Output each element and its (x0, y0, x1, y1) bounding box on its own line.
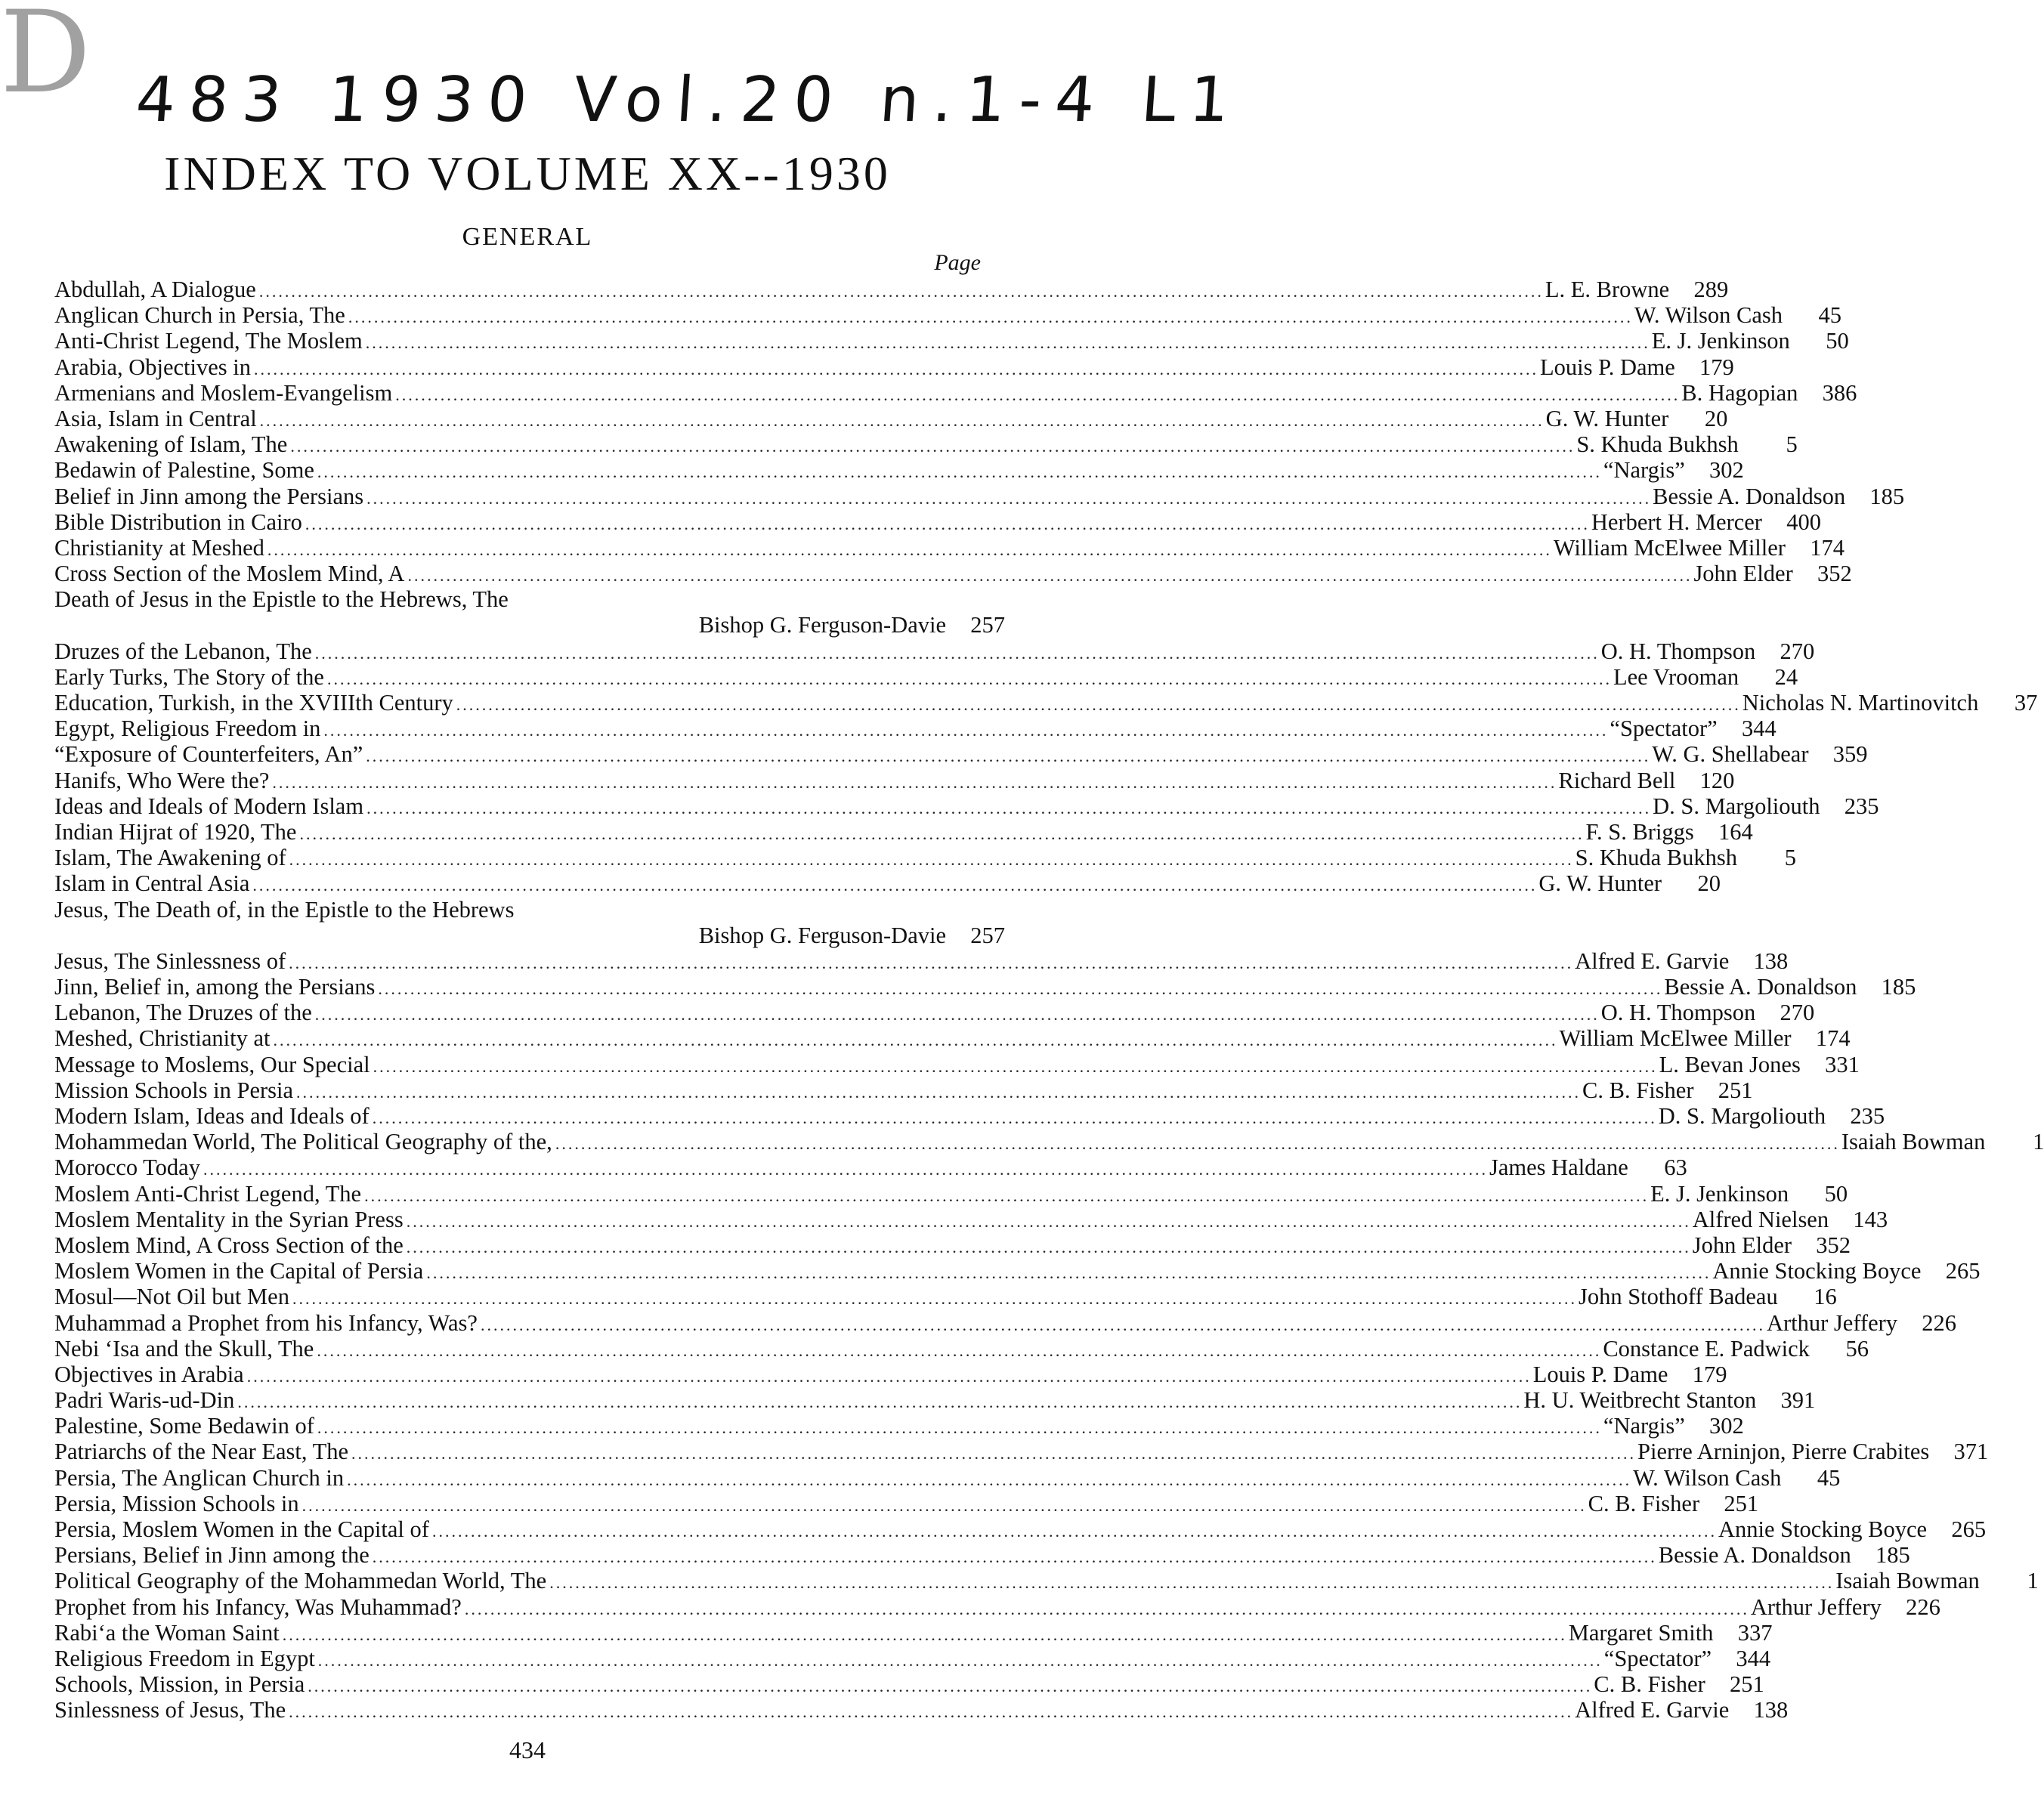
index-entry (54, 302, 1842, 329)
index-entry (54, 405, 1728, 431)
index-entry (54, 328, 1849, 354)
entry-author: Herbert H. Mercer (1591, 508, 1762, 535)
index-entry (54, 1464, 1841, 1491)
dot-leader (289, 1699, 1573, 1725)
entry-title: Moslem Mind, A Cross Section of the (54, 1232, 404, 1258)
index-entry (54, 1645, 1771, 1671)
page-title: INDEX TO VOLUME XX--1930 (164, 147, 891, 200)
entry-author: Bessie A. Donaldson (1658, 1542, 1851, 1569)
index-entry (54, 716, 1777, 742)
dot-leader (366, 330, 1650, 356)
dot-leader (273, 1028, 1557, 1053)
entry-author: Bishop G. Ferguson-Davie (698, 612, 946, 638)
dot-leader (315, 641, 1600, 666)
entry-title: Arabia, Objectives in (54, 354, 252, 380)
index-entry (54, 1439, 1989, 1465)
index-entry (54, 1309, 1957, 1336)
entry-title: Meshed, Christianity at (54, 1025, 271, 1052)
entry-title: Jesus, The Sinlessness of (54, 947, 286, 974)
entry-title: Muhammad a Prophet from his Infancy, Was? (54, 1309, 478, 1336)
entry-title: Druzes of the Lebanon, The (54, 638, 312, 664)
entry-title: Morocco Today (54, 1155, 200, 1181)
entry-page-number: 16 (1814, 1284, 1837, 1310)
entry-author: “Spectator” (1610, 716, 1718, 742)
entry-title: Persians, Belief in Jinn among the (54, 1542, 370, 1569)
entry-page-number: 56 (1845, 1335, 1869, 1362)
index-entry (54, 1000, 1815, 1026)
dot-leader (318, 1648, 1603, 1674)
entry-page-number: 257 (970, 612, 1005, 638)
entry-page-number: 235 (1844, 793, 1879, 819)
index-entry-continuation (54, 923, 1005, 948)
entry-page-number: 386 (1822, 379, 1857, 406)
entry-title: Political Geography of the Mohammedan World, The (54, 1568, 547, 1594)
entry-page-number: 174 (1810, 534, 1845, 561)
entry-author: L. E. Browne (1545, 277, 1670, 302)
dot-leader (260, 408, 1545, 434)
index-entry (54, 1413, 1744, 1439)
entry-page-number: 5 (1786, 431, 1798, 458)
dot-leader (283, 1622, 1567, 1648)
entry-author: “Nargis” (1603, 457, 1685, 484)
entry-author: Arthur Jeffery (1766, 1309, 1898, 1336)
entry-author: Lee Vrooman (1613, 663, 1739, 690)
entry-page-number: 257 (970, 922, 1005, 948)
index-entry (54, 947, 1789, 974)
entry-page-number: 359 (1832, 741, 1868, 768)
entry-title: Persia, The Anglican Church in (54, 1464, 345, 1491)
dot-leader (254, 357, 1538, 382)
entry-page-number: 174 (1815, 1025, 1851, 1052)
dot-leader (259, 279, 1544, 304)
entry-title: Islam in Central Asia (54, 870, 250, 897)
index-entry (54, 1568, 2039, 1594)
dot-leader (555, 1131, 1840, 1157)
dot-leader (317, 1338, 1601, 1364)
entry-author: John Elder (1693, 561, 1793, 587)
entry-page-number: 120 (1699, 767, 1735, 793)
index-entry (54, 1077, 1753, 1103)
index-entry (54, 1155, 1687, 1181)
entry-page-number: 270 (1780, 638, 1815, 664)
entry-page-number: 138 (1753, 1697, 1789, 1723)
index-entry (54, 354, 1734, 380)
index-entry (54, 690, 2038, 716)
entry-author: E. J. Jenkinson (1650, 1180, 1789, 1207)
index-entry (54, 1284, 1837, 1310)
entry-author: Annie Stocking Boyce (1718, 1516, 1928, 1542)
index-entry (54, 1593, 1940, 1620)
entry-page-number: 185 (1881, 974, 1916, 1000)
index-entry (54, 508, 1821, 535)
entry-author: Isaiah Bowman (1835, 1568, 1980, 1594)
index-entry (54, 1051, 1860, 1077)
entry-page-number: 344 (1736, 1645, 1771, 1671)
index-entry (54, 897, 1005, 923)
entry-page-number: 344 (1741, 716, 1777, 742)
entry-author: B. Hagopian (1681, 379, 1798, 406)
entry-author: S. Khuda Bukhsh (1576, 431, 1739, 458)
entry-author: John Elder (1692, 1232, 1792, 1258)
dot-leader (299, 821, 1584, 847)
entry-page-number: 302 (1709, 457, 1744, 484)
entry-page-number: 226 (1906, 1593, 1940, 1620)
library-stamp: D (0, 0, 91, 119)
index-entry (54, 534, 1845, 561)
entry-author: G. W. Hunter (1545, 405, 1669, 431)
dot-leader (395, 382, 1680, 408)
entry-author: S. Khuda Bukhsh (1575, 845, 1738, 871)
entry-page-number: 265 (1945, 1258, 1981, 1284)
entry-page-number: 185 (1875, 1542, 1910, 1569)
entry-author: Annie Stocking Boyce (1712, 1258, 1922, 1284)
dot-leader (302, 1493, 1587, 1519)
entry-page-number: 138 (1753, 947, 1789, 974)
entry-page-number: 352 (1817, 561, 1852, 587)
entry-page-number: 371 (1953, 1439, 1989, 1465)
entry-title: Nebi ‘Isa and the Skull, The (54, 1335, 314, 1362)
entry-author: Alfred E. Garvie (1575, 947, 1730, 974)
index-entry (54, 483, 1905, 509)
entry-page-number: 391 (1780, 1387, 1816, 1414)
page-number: 434 (509, 1736, 546, 1763)
index-entry (54, 431, 1798, 458)
dot-leader (272, 770, 1557, 796)
entry-page-number: 179 (1699, 354, 1734, 380)
index-entry (54, 561, 1852, 587)
entry-author: Alfred Nielsen (1692, 1206, 1829, 1232)
entry-title: Moslem Mentality in the Syrian Press (54, 1206, 404, 1232)
entry-author: O. H. Thompson (1600, 1000, 1756, 1026)
entry-author: C. B. Fisher (1582, 1077, 1694, 1103)
dot-leader (426, 1260, 1711, 1286)
index-entry-continuation (54, 612, 1005, 638)
entry-title: Egypt, Religious Freedom in (54, 716, 321, 742)
dot-leader (366, 486, 1651, 512)
dot-leader (373, 1544, 1657, 1570)
dot-leader (317, 1415, 1602, 1441)
entry-page-number: 302 (1709, 1413, 1744, 1439)
dot-leader (247, 1364, 1532, 1389)
page-column-label: Page (934, 250, 981, 275)
index-entry (54, 379, 1857, 406)
entry-page-number: 185 (1869, 483, 1905, 509)
dot-leader (237, 1389, 1522, 1415)
entry-title: Armenians and Moslem-Evangelism (54, 379, 393, 406)
dot-leader (347, 1467, 1631, 1493)
dot-leader (203, 1157, 1488, 1182)
entry-page-number: 20 (1697, 870, 1721, 897)
entry-author: H. U. Weitbrecht Stanton (1523, 1387, 1757, 1414)
entry-author: “Spectator” (1603, 1645, 1712, 1671)
entry-page-number: 50 (1826, 328, 1849, 354)
dot-leader (366, 743, 1650, 769)
entry-author: W. Wilson Cash (1634, 302, 1783, 329)
entry-author: O. H. Thompson (1600, 638, 1756, 664)
entry-page-number: 143 (1853, 1206, 1888, 1232)
entry-title: Belief in Jinn among the Persians (54, 483, 364, 509)
entry-page-number: 179 (1692, 1361, 1727, 1387)
entry-page-number: 352 (1816, 1232, 1851, 1258)
index-entry (54, 1671, 1764, 1698)
dot-leader (327, 666, 1612, 692)
handwritten-call-number: 483 1930 Vol.20 n.1-4 L1 (133, 64, 1245, 136)
index-entry (54, 818, 1753, 845)
dot-leader (481, 1312, 1765, 1338)
entry-page-number: 164 (1718, 818, 1753, 845)
entry-author: Louis P. Dame (1540, 354, 1675, 380)
index-entry (54, 586, 1005, 612)
entry-title: Religious Freedom in Egypt (54, 1645, 315, 1671)
entry-title: Lebanon, The Druzes of the (54, 1000, 312, 1026)
entry-page-number: 337 (1737, 1619, 1773, 1646)
entry-title: Moslem Women in the Capital of Persia (54, 1258, 424, 1284)
dot-leader (351, 1441, 1636, 1467)
entry-author: Bishop G. Ferguson-Davie (698, 922, 946, 948)
entry-title: Moslem Anti-Christ Legend, The (54, 1180, 362, 1207)
index-entry (54, 1490, 1759, 1516)
entry-author: Isaiah Bowman (1841, 1129, 1986, 1155)
dot-leader (373, 1054, 1658, 1080)
section-heading: GENERAL (462, 223, 593, 251)
entry-author: Pierre Arninjon, Pierre Crabites (1637, 1439, 1930, 1465)
entry-page-number: 63 (1664, 1155, 1687, 1181)
index-entry (54, 663, 1798, 690)
entry-page-number: 45 (1818, 302, 1842, 329)
index-entry (54, 1335, 1869, 1362)
index-entry (54, 1542, 1910, 1569)
entry-title: Mission Schools in Persia (54, 1077, 294, 1103)
index-entry (54, 1129, 2044, 1155)
entry-author: C. B. Fisher (1594, 1671, 1705, 1698)
entry-author: James Haldane (1489, 1155, 1628, 1181)
entry-page-number: 270 (1780, 1000, 1815, 1026)
entry-author: D. S. Margoliouth (1653, 793, 1820, 819)
dot-leader (290, 434, 1575, 459)
entry-page-number: 331 (1825, 1051, 1860, 1077)
entry-title: Schools, Mission, in Persia (54, 1671, 305, 1698)
index-entry (54, 457, 1744, 484)
dot-leader (252, 873, 1537, 898)
entry-page-number: 37 (2014, 690, 2038, 716)
dot-leader (407, 563, 1692, 589)
entry-author: D. S. Margoliouth (1658, 1103, 1826, 1129)
entry-title: Jesus, The Death of, in the Epistle to the Hebrews (54, 896, 515, 923)
entry-title: Hanifs, Who Were the? (54, 767, 270, 793)
entry-author: Louis P. Dame (1532, 1361, 1668, 1387)
entry-page-number: 24 (1774, 663, 1798, 690)
entry-title: Patriarchs of the Near East, The (54, 1439, 349, 1465)
entry-author: Arthur Jeffery (1750, 1593, 1882, 1620)
entry-title: Padri Waris-ud-Din (54, 1387, 235, 1414)
entry-author: W. G. Shellabear (1652, 741, 1809, 768)
index-entry (54, 870, 1721, 897)
dot-leader (289, 951, 1573, 976)
dot-leader (305, 512, 1590, 537)
entry-author: L. Bevan Jones (1659, 1051, 1801, 1077)
entry-author: Nicholas N. Martinovitch (1742, 690, 1979, 716)
dot-leader (348, 304, 1633, 330)
entry-title: Cross Section of the Moslem Mind, A (54, 561, 405, 587)
dot-leader (267, 537, 1552, 563)
entry-title: Christianity at Meshed (54, 534, 264, 561)
dot-leader (317, 459, 1602, 485)
dot-leader (289, 847, 1574, 873)
entry-page-number: 400 (1786, 508, 1821, 535)
dot-leader (296, 1080, 1581, 1105)
index-entry (54, 845, 1797, 871)
entry-page-number: 251 (1718, 1077, 1753, 1103)
index-entry (54, 1206, 1888, 1232)
index-entry (54, 1025, 1851, 1052)
entry-title: Mohammedan World, The Political Geography of the, (54, 1129, 552, 1155)
entry-title: Prophet from his Infancy, Was Muhammad? (54, 1593, 462, 1620)
entry-author: Richard Bell (1558, 767, 1676, 793)
entry-author: William McElwee Miller (1553, 534, 1786, 561)
entry-author: Alfred E. Garvie (1575, 1697, 1730, 1723)
entry-author: William McElwee Miller (1559, 1025, 1792, 1052)
dot-leader (323, 718, 1608, 743)
entry-page-number: 5 (1784, 845, 1797, 871)
entry-author: Bessie A. Donaldson (1653, 483, 1846, 509)
entry-author: F. S. Briggs (1585, 818, 1694, 845)
entry-title: Education, Turkish, in the XVIIIth Century (54, 690, 453, 716)
entry-page-number: 251 (1729, 1671, 1764, 1698)
entry-author: “Nargis” (1603, 1413, 1685, 1439)
entry-page-number: 235 (1850, 1103, 1885, 1129)
dot-leader (308, 1674, 1592, 1699)
index-entry (54, 741, 1868, 768)
entry-title: “Exposure of Counterfeiters, An” (54, 741, 363, 768)
entry-page-number: 289 (1693, 277, 1729, 302)
entry-title: Death of Jesus in the Epistle to the Hebrews, The (54, 586, 509, 613)
dot-leader (407, 1209, 1691, 1235)
index-entries (54, 277, 2044, 1723)
index-entry (54, 1387, 1816, 1414)
entry-title: Asia, Islam in Central (54, 405, 257, 431)
entry-title: Jinn, Belief in, among the Persians (54, 974, 376, 1000)
entry-author: W. Wilson Cash (1633, 1464, 1782, 1491)
entry-page-number: 20 (1704, 405, 1728, 431)
dot-leader (456, 692, 1741, 718)
entry-title: Bible Distribution in Cairo (54, 508, 302, 535)
entry-title: Persia, Mission Schools in (54, 1490, 299, 1516)
index-entry (54, 793, 1879, 819)
dot-leader (432, 1519, 1717, 1544)
dot-leader (549, 1570, 1834, 1596)
entry-page-number: 1 (2033, 1129, 2044, 1155)
entry-title: Indian Hijrat of 1920, The (54, 818, 297, 845)
entry-title: Message to Moslems, Our Special (54, 1051, 370, 1077)
entry-page-number: 50 (1824, 1180, 1848, 1207)
entry-title: Rabi‘a the Woman Saint (54, 1619, 280, 1646)
entry-page-number: 45 (1817, 1464, 1841, 1491)
index-entry (54, 1697, 1789, 1723)
entry-author: C. B. Fisher (1588, 1490, 1700, 1516)
entry-author: G. W. Hunter (1538, 870, 1662, 897)
dot-leader (292, 1286, 1577, 1312)
dot-leader (373, 1105, 1657, 1131)
entry-author: Margaret Smith (1568, 1619, 1714, 1646)
entry-author: Bessie A. Donaldson (1664, 974, 1857, 1000)
index-entry (54, 1103, 1885, 1129)
dot-leader (364, 1183, 1649, 1209)
index-entry (54, 1232, 1851, 1258)
entry-title: Abdullah, A Dialogue (54, 277, 256, 302)
entry-page-number: 251 (1724, 1490, 1759, 1516)
index-entry (54, 767, 1735, 793)
entry-author: Constance E. Padwick (1603, 1335, 1810, 1362)
index-entry (54, 1361, 1727, 1387)
dot-leader (407, 1235, 1691, 1260)
index-entry (54, 1258, 1981, 1284)
entry-title: Bedawin of Palestine, Some (54, 457, 314, 484)
index-entry (54, 1516, 1987, 1542)
entry-title: Ideas and Ideals of Modern Islam (54, 793, 364, 819)
index-entry (54, 974, 1916, 1000)
entry-author: E. J. Jenkinson (1651, 328, 1790, 354)
entry-title: Objectives in Arabia (54, 1361, 244, 1387)
entry-title: Anti-Christ Legend, The Moslem (54, 328, 363, 354)
index-entry (54, 1619, 1773, 1646)
entry-title: Anglican Church in Persia, The (54, 302, 345, 329)
index-entry (54, 638, 1815, 664)
entry-author: John Stothoff Badeau (1578, 1284, 1778, 1310)
entry-page-number: 1 (2027, 1568, 2039, 1594)
dot-leader (315, 1002, 1600, 1028)
entry-title: Mosul—Not Oil but Men (54, 1284, 289, 1310)
entry-title: Early Turks, The Story of the (54, 663, 324, 690)
dot-leader (366, 796, 1651, 821)
entry-page-number: 226 (1922, 1309, 1957, 1336)
entry-title: Modern Islam, Ideas and Ideals of (54, 1103, 370, 1129)
dot-leader (378, 976, 1662, 1002)
index-entry (54, 1180, 1848, 1207)
index-entry (54, 277, 1729, 302)
entry-title: Islam, The Awakening of (54, 845, 286, 871)
entry-title: Palestine, Some Bedawin of (54, 1413, 314, 1439)
entry-page-number: 265 (1951, 1516, 1987, 1542)
dot-leader (465, 1597, 1749, 1622)
entry-title: Persia, Moslem Women in the Capital of (54, 1516, 429, 1542)
entry-title: Awakening of Islam, The (54, 431, 288, 458)
entry-title: Sinlessness of Jesus, The (54, 1697, 286, 1723)
